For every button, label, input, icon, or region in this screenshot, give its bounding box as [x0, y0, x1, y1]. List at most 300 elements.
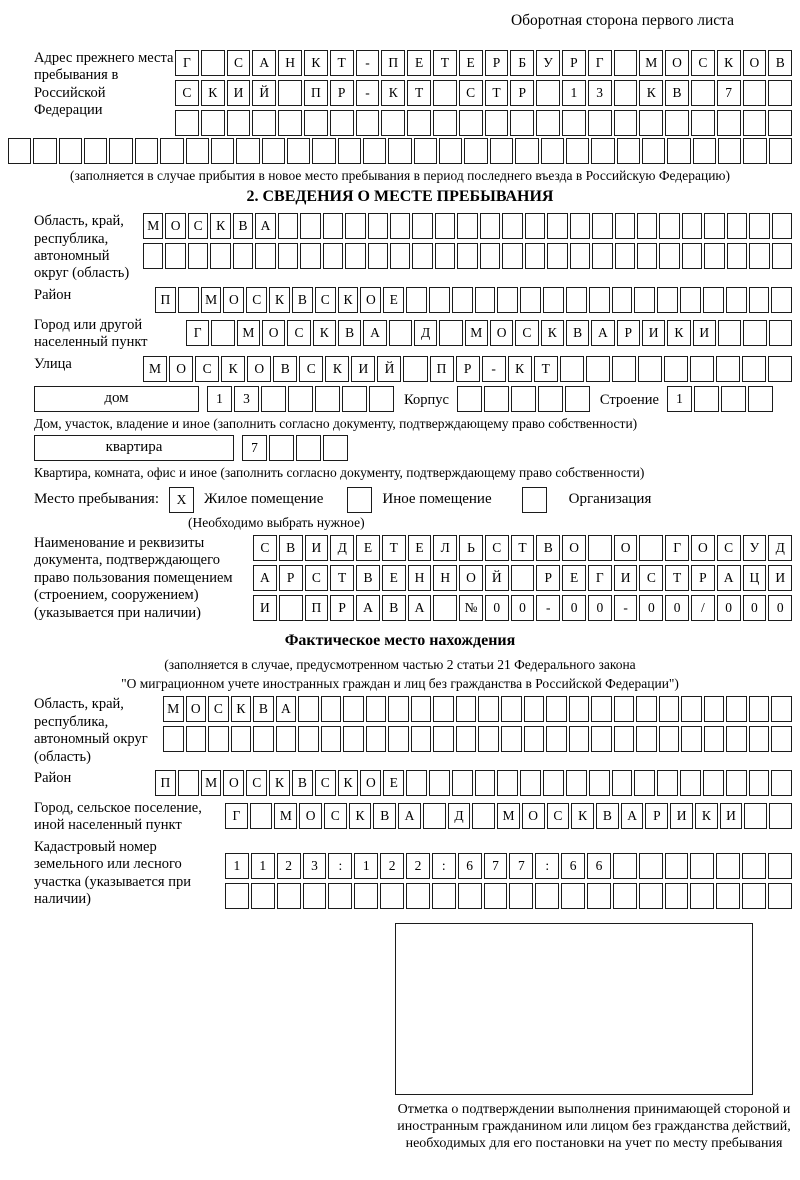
char-box[interactable]: [456, 696, 477, 722]
char-box[interactable]: Е: [408, 535, 432, 561]
char-box[interactable]: [366, 696, 387, 722]
char-box[interactable]: [657, 287, 678, 313]
char-box[interactable]: [613, 853, 637, 879]
char-box[interactable]: П: [430, 356, 454, 382]
char-box[interactable]: [680, 770, 701, 796]
char-box[interactable]: [560, 356, 584, 382]
char-box[interactable]: [178, 287, 199, 313]
char-box[interactable]: [520, 287, 541, 313]
char-box[interactable]: С: [195, 356, 219, 382]
char-box[interactable]: 6: [587, 853, 611, 879]
char-box[interactable]: [33, 138, 56, 164]
char-box[interactable]: [716, 853, 740, 879]
char-box[interactable]: Т: [433, 50, 457, 76]
char-box[interactable]: [614, 80, 638, 106]
char-box[interactable]: Е: [383, 770, 404, 796]
char-box[interactable]: [749, 696, 770, 722]
char-box[interactable]: Т: [485, 80, 509, 106]
char-box[interactable]: [749, 287, 770, 313]
char-box[interactable]: [636, 726, 657, 752]
char-box[interactable]: 1: [562, 80, 586, 106]
char-box[interactable]: [300, 243, 320, 269]
char-box[interactable]: Е: [407, 50, 431, 76]
apartment-type-field[interactable]: квартира: [34, 435, 234, 461]
char-box[interactable]: Р: [330, 80, 354, 106]
char-box[interactable]: [657, 770, 678, 796]
char-box[interactable]: [288, 386, 313, 412]
char-box[interactable]: Т: [382, 535, 406, 561]
char-box[interactable]: А: [276, 696, 297, 722]
char-box[interactable]: [543, 287, 564, 313]
char-box[interactable]: [380, 883, 404, 909]
char-box[interactable]: [363, 138, 386, 164]
char-box[interactable]: [634, 770, 655, 796]
char-box[interactable]: Г: [665, 535, 689, 561]
char-box[interactable]: [726, 770, 747, 796]
char-box[interactable]: Р: [456, 356, 480, 382]
char-box[interactable]: С: [547, 803, 570, 829]
char-box[interactable]: С: [459, 80, 483, 106]
char-box[interactable]: [546, 696, 567, 722]
char-box[interactable]: [411, 696, 432, 722]
char-box[interactable]: Е: [383, 287, 404, 313]
char-box[interactable]: К: [269, 770, 290, 796]
char-box[interactable]: О: [186, 696, 207, 722]
char-box[interactable]: У: [743, 535, 767, 561]
char-box[interactable]: [614, 696, 635, 722]
char-box[interactable]: [175, 110, 199, 136]
char-box[interactable]: П: [304, 80, 328, 106]
char-box[interactable]: [388, 138, 411, 164]
char-box[interactable]: В: [292, 770, 313, 796]
char-box[interactable]: [435, 243, 455, 269]
char-box[interactable]: [704, 696, 725, 722]
char-box[interactable]: Д: [448, 803, 471, 829]
char-box[interactable]: [591, 696, 612, 722]
char-box[interactable]: [458, 883, 482, 909]
char-box[interactable]: [703, 770, 724, 796]
char-box[interactable]: [588, 535, 612, 561]
char-box[interactable]: К: [717, 50, 741, 76]
char-box[interactable]: П: [155, 287, 176, 313]
char-box[interactable]: [269, 435, 294, 461]
char-box[interactable]: [665, 883, 689, 909]
char-box[interactable]: И: [670, 803, 693, 829]
char-box[interactable]: И: [253, 595, 277, 621]
char-box[interactable]: [569, 696, 590, 722]
char-box[interactable]: 3: [588, 80, 612, 106]
char-box[interactable]: [639, 853, 663, 879]
char-box[interactable]: [298, 726, 319, 752]
char-box[interactable]: 0: [562, 595, 586, 621]
char-box[interactable]: [304, 110, 328, 136]
char-box[interactable]: С: [315, 287, 336, 313]
char-box[interactable]: [366, 726, 387, 752]
char-box[interactable]: В: [253, 696, 274, 722]
char-box[interactable]: Г: [225, 803, 248, 829]
char-box[interactable]: В: [233, 213, 253, 239]
checkbox[interactable]: [522, 487, 547, 513]
char-box[interactable]: У: [536, 50, 560, 76]
char-box[interactable]: [439, 320, 462, 346]
char-box[interactable]: [727, 213, 747, 239]
char-box[interactable]: [693, 138, 716, 164]
char-box[interactable]: [716, 883, 740, 909]
char-box[interactable]: [406, 883, 430, 909]
char-box[interactable]: [201, 110, 225, 136]
char-box[interactable]: [472, 803, 495, 829]
char-box[interactable]: И: [768, 565, 792, 591]
char-box[interactable]: 3: [234, 386, 259, 412]
char-box[interactable]: [588, 110, 612, 136]
char-box[interactable]: [535, 883, 559, 909]
char-box[interactable]: Г: [588, 565, 612, 591]
char-box[interactable]: И: [351, 356, 375, 382]
char-box[interactable]: В: [382, 595, 406, 621]
char-box[interactable]: [749, 213, 769, 239]
char-box[interactable]: [667, 138, 690, 164]
char-box[interactable]: [457, 386, 482, 412]
char-box[interactable]: [591, 138, 614, 164]
char-box[interactable]: [642, 138, 665, 164]
char-box[interactable]: [406, 287, 427, 313]
char-box[interactable]: [452, 770, 473, 796]
char-box[interactable]: О: [223, 770, 244, 796]
char-box[interactable]: И: [642, 320, 665, 346]
char-box[interactable]: [321, 726, 342, 752]
char-box[interactable]: Е: [356, 535, 380, 561]
char-box[interactable]: [704, 213, 724, 239]
char-box[interactable]: [690, 883, 714, 909]
char-box[interactable]: -: [614, 595, 638, 621]
char-box[interactable]: К: [269, 287, 290, 313]
char-box[interactable]: [456, 726, 477, 752]
char-box[interactable]: [612, 770, 633, 796]
char-box[interactable]: 0: [588, 595, 612, 621]
char-box[interactable]: [330, 110, 354, 136]
char-box[interactable]: [743, 320, 766, 346]
char-box[interactable]: Д: [414, 320, 437, 346]
char-box[interactable]: 7: [242, 435, 267, 461]
char-box[interactable]: Д: [330, 535, 354, 561]
char-box[interactable]: [561, 883, 585, 909]
char-box[interactable]: В: [566, 320, 589, 346]
char-box[interactable]: О: [562, 535, 586, 561]
char-box[interactable]: О: [360, 770, 381, 796]
char-box[interactable]: С: [227, 50, 251, 76]
char-box[interactable]: [188, 243, 208, 269]
char-box[interactable]: [255, 243, 275, 269]
char-box[interactable]: [511, 386, 536, 412]
char-box[interactable]: М: [201, 770, 222, 796]
char-box[interactable]: [742, 883, 766, 909]
char-box[interactable]: [278, 80, 302, 106]
char-box[interactable]: [296, 435, 321, 461]
char-box[interactable]: [769, 320, 792, 346]
checkbox[interactable]: X: [169, 487, 194, 513]
char-box[interactable]: [211, 320, 234, 346]
char-box[interactable]: [634, 287, 655, 313]
char-box[interactable]: [225, 883, 249, 909]
char-box[interactable]: [433, 110, 457, 136]
char-box[interactable]: С: [485, 535, 509, 561]
char-box[interactable]: К: [201, 80, 225, 106]
char-box[interactable]: [250, 803, 273, 829]
char-box[interactable]: [570, 243, 590, 269]
char-box[interactable]: О: [299, 803, 322, 829]
char-box[interactable]: В: [768, 50, 792, 76]
char-box[interactable]: [279, 595, 303, 621]
char-box[interactable]: 6: [458, 853, 482, 879]
char-box[interactable]: [369, 386, 394, 412]
char-box[interactable]: [617, 138, 640, 164]
char-box[interactable]: К: [338, 287, 359, 313]
char-box[interactable]: [546, 726, 567, 752]
char-box[interactable]: К: [338, 770, 359, 796]
char-box[interactable]: [566, 287, 587, 313]
char-box[interactable]: [389, 320, 412, 346]
char-box[interactable]: В: [665, 80, 689, 106]
char-box[interactable]: [509, 883, 533, 909]
char-box[interactable]: [433, 595, 457, 621]
char-box[interactable]: [407, 110, 431, 136]
char-box[interactable]: М: [237, 320, 260, 346]
char-box[interactable]: [768, 853, 792, 879]
char-box[interactable]: №: [459, 595, 483, 621]
char-box[interactable]: 0: [717, 595, 741, 621]
char-box[interactable]: 0: [665, 595, 689, 621]
char-box[interactable]: [501, 696, 522, 722]
char-box[interactable]: [614, 110, 638, 136]
char-box[interactable]: Й: [377, 356, 401, 382]
char-box[interactable]: [497, 770, 518, 796]
char-box[interactable]: К: [381, 80, 405, 106]
char-box[interactable]: К: [231, 696, 252, 722]
char-box[interactable]: В: [596, 803, 619, 829]
char-box[interactable]: [287, 138, 310, 164]
char-box[interactable]: [390, 213, 410, 239]
char-box[interactable]: [432, 883, 456, 909]
char-box[interactable]: 0: [485, 595, 509, 621]
char-box[interactable]: [109, 138, 132, 164]
char-box[interactable]: [681, 696, 702, 722]
char-box[interactable]: [210, 243, 230, 269]
char-box[interactable]: [637, 213, 657, 239]
char-box[interactable]: М: [497, 803, 520, 829]
char-box[interactable]: О: [522, 803, 545, 829]
char-box[interactable]: [743, 110, 767, 136]
char-box[interactable]: [475, 287, 496, 313]
char-box[interactable]: [704, 726, 725, 752]
char-box[interactable]: [236, 138, 259, 164]
char-box[interactable]: [721, 386, 746, 412]
char-box[interactable]: М: [639, 50, 663, 76]
char-box[interactable]: [566, 770, 587, 796]
char-box[interactable]: 7: [717, 80, 741, 106]
char-box[interactable]: [300, 213, 320, 239]
char-box[interactable]: [520, 770, 541, 796]
char-box[interactable]: Р: [562, 50, 586, 76]
char-box[interactable]: [261, 386, 286, 412]
char-box[interactable]: С: [175, 80, 199, 106]
char-box[interactable]: В: [292, 287, 313, 313]
char-box[interactable]: С: [253, 535, 277, 561]
char-box[interactable]: С: [188, 213, 208, 239]
char-box[interactable]: [435, 213, 455, 239]
char-box[interactable]: Й: [252, 80, 276, 106]
char-box[interactable]: [343, 726, 364, 752]
char-box[interactable]: [742, 356, 766, 382]
char-box[interactable]: [253, 726, 274, 752]
char-box[interactable]: -: [356, 50, 380, 76]
char-box[interactable]: И: [693, 320, 716, 346]
char-box[interactable]: [749, 243, 769, 269]
char-box[interactable]: К: [541, 320, 564, 346]
char-box[interactable]: Л: [433, 535, 457, 561]
char-box[interactable]: К: [349, 803, 372, 829]
char-box[interactable]: [84, 138, 107, 164]
char-box[interactable]: К: [313, 320, 336, 346]
char-box[interactable]: [262, 138, 285, 164]
char-box[interactable]: О: [165, 213, 185, 239]
char-box[interactable]: И: [305, 535, 329, 561]
char-box[interactable]: [565, 386, 590, 412]
char-box[interactable]: Б: [510, 50, 534, 76]
char-box[interactable]: [403, 356, 427, 382]
char-box[interactable]: [592, 243, 612, 269]
char-box[interactable]: Р: [617, 320, 640, 346]
char-box[interactable]: [321, 696, 342, 722]
char-box[interactable]: К: [571, 803, 594, 829]
char-box[interactable]: И: [614, 565, 638, 591]
char-box[interactable]: [639, 883, 663, 909]
char-box[interactable]: Р: [645, 803, 668, 829]
char-box[interactable]: [233, 243, 253, 269]
char-box[interactable]: М: [163, 696, 184, 722]
char-box[interactable]: [323, 435, 348, 461]
char-box[interactable]: [201, 50, 225, 76]
char-box[interactable]: 0: [639, 595, 663, 621]
char-box[interactable]: [638, 356, 662, 382]
char-box[interactable]: [252, 110, 276, 136]
char-box[interactable]: П: [305, 595, 329, 621]
char-box[interactable]: [690, 356, 714, 382]
char-box[interactable]: [502, 243, 522, 269]
char-box[interactable]: [639, 535, 663, 561]
char-box[interactable]: :: [535, 853, 559, 879]
char-box[interactable]: [515, 138, 538, 164]
char-box[interactable]: В: [536, 535, 560, 561]
char-box[interactable]: [278, 213, 298, 239]
char-box[interactable]: [703, 287, 724, 313]
char-box[interactable]: [639, 110, 663, 136]
char-box[interactable]: [680, 287, 701, 313]
char-box[interactable]: [381, 110, 405, 136]
char-box[interactable]: Н: [278, 50, 302, 76]
char-box[interactable]: [312, 138, 335, 164]
char-box[interactable]: О: [691, 535, 715, 561]
char-box[interactable]: [613, 883, 637, 909]
char-box[interactable]: [726, 287, 747, 313]
char-box[interactable]: С: [208, 696, 229, 722]
char-box[interactable]: В: [356, 565, 380, 591]
char-box[interactable]: 7: [484, 853, 508, 879]
char-box[interactable]: А: [363, 320, 386, 346]
char-box[interactable]: В: [279, 535, 303, 561]
char-box[interactable]: [315, 386, 340, 412]
char-box[interactable]: [323, 213, 343, 239]
char-box[interactable]: [143, 243, 163, 269]
char-box[interactable]: Й: [485, 565, 509, 591]
char-box[interactable]: -: [482, 356, 506, 382]
char-box[interactable]: [570, 213, 590, 239]
char-box[interactable]: [525, 213, 545, 239]
char-box[interactable]: [659, 213, 679, 239]
char-box[interactable]: [227, 110, 251, 136]
char-box[interactable]: [303, 883, 327, 909]
char-box[interactable]: [665, 853, 689, 879]
char-box[interactable]: 0: [511, 595, 535, 621]
char-box[interactable]: [547, 243, 567, 269]
char-box[interactable]: Е: [459, 50, 483, 76]
char-box[interactable]: [727, 243, 747, 269]
char-box[interactable]: [592, 213, 612, 239]
char-box[interactable]: [717, 110, 741, 136]
char-box[interactable]: Е: [562, 565, 586, 591]
char-box[interactable]: [637, 243, 657, 269]
char-box[interactable]: [208, 726, 229, 752]
char-box[interactable]: [433, 696, 454, 722]
char-box[interactable]: Г: [175, 50, 199, 76]
char-box[interactable]: [587, 883, 611, 909]
char-box[interactable]: 2: [277, 853, 301, 879]
char-box[interactable]: [771, 696, 792, 722]
char-box[interactable]: [178, 770, 199, 796]
char-box[interactable]: [510, 110, 534, 136]
char-box[interactable]: [614, 726, 635, 752]
char-box[interactable]: [457, 243, 477, 269]
char-box[interactable]: [231, 726, 252, 752]
char-box[interactable]: К: [639, 80, 663, 106]
char-box[interactable]: О: [490, 320, 513, 346]
char-box[interactable]: [338, 138, 361, 164]
char-box[interactable]: [511, 565, 535, 591]
char-box[interactable]: [768, 356, 792, 382]
char-box[interactable]: [497, 287, 518, 313]
char-box[interactable]: [412, 243, 432, 269]
char-box[interactable]: [186, 138, 209, 164]
char-box[interactable]: [165, 243, 185, 269]
char-box[interactable]: [659, 243, 679, 269]
char-box[interactable]: [328, 883, 352, 909]
char-box[interactable]: С: [691, 50, 715, 76]
char-box[interactable]: Г: [186, 320, 209, 346]
char-box[interactable]: [682, 243, 702, 269]
char-box[interactable]: С: [299, 356, 323, 382]
char-box[interactable]: Р: [510, 80, 534, 106]
char-box[interactable]: О: [169, 356, 193, 382]
char-box[interactable]: 7: [509, 853, 533, 879]
char-box[interactable]: [524, 726, 545, 752]
char-box[interactable]: [464, 138, 487, 164]
char-box[interactable]: [502, 213, 522, 239]
char-box[interactable]: К: [508, 356, 532, 382]
char-box[interactable]: В: [273, 356, 297, 382]
char-box[interactable]: О: [247, 356, 271, 382]
char-box[interactable]: [636, 696, 657, 722]
char-box[interactable]: [501, 726, 522, 752]
char-box[interactable]: [743, 138, 766, 164]
